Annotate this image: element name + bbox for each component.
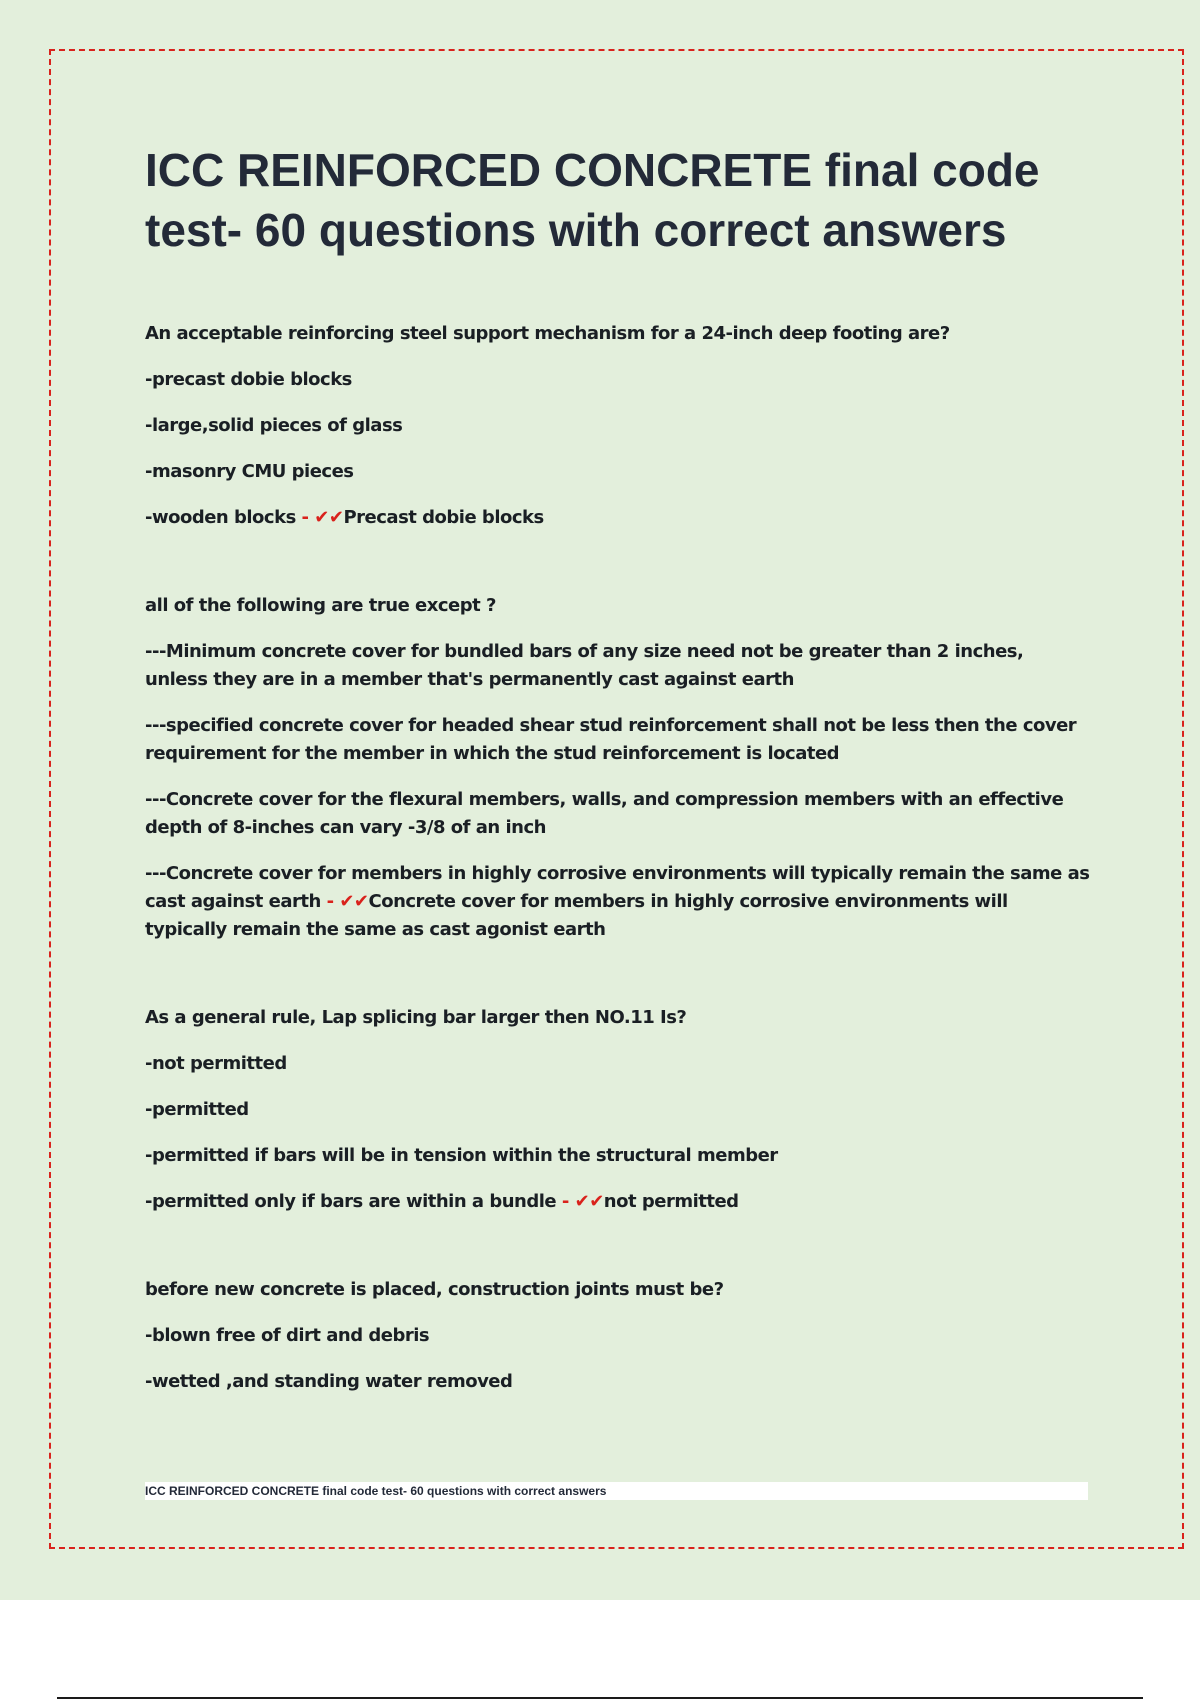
- answer-separator: -: [556, 1191, 575, 1212]
- answer-option: ---Concrete cover for the flexural members, walls, and compression members with an effective depth of 8-inches can vary -3/8 of an inch: [145, 789, 1064, 838]
- answer-option: -blown free of dirt and debris: [145, 1325, 430, 1346]
- question-block: [145, 592, 1090, 944]
- correct-answer: not permitted: [603, 1191, 739, 1212]
- correct-answer: Concrete cover for members in highly corrosive environments will typically remain the same as cast agonist earth: [145, 891, 1008, 940]
- answer-option: ---specified concrete cover for headed shear stud reinforcement shall not be less then the cover requirement for the member in which the stud reinforcement is located: [145, 715, 1077, 764]
- answer-option-with-correct-answer: [145, 504, 1090, 532]
- answer-separator: -: [295, 507, 315, 528]
- page-footer: [145, 1482, 1088, 1500]
- answer-option: -masonry CMU pieces: [145, 461, 354, 482]
- answer-option: -not permitted: [145, 1053, 287, 1074]
- check-mark-icon: ✔✔: [314, 507, 344, 528]
- check-mark-icon: ✔✔: [339, 891, 369, 912]
- question-prompt: An acceptable reinforcing steel support mechanism for a 24-inch deep footing are?: [145, 323, 950, 344]
- footer-text: ICC REINFORCED CONCRETE final code test- 60 questions with correct answers: [145, 1484, 607, 1498]
- answer-option-with-correct-answer: [145, 1188, 1090, 1216]
- answer-option-text: -permitted only if bars are within a bundle: [145, 1191, 557, 1212]
- answer-option: -large,solid pieces of glass: [145, 415, 403, 436]
- question-prompt: all of the following are true except ?: [145, 595, 496, 616]
- answer-separator: -: [320, 891, 340, 912]
- answer-option-with-correct-answer: [145, 860, 1090, 944]
- document-title: ICC REINFORCED CONCRETE final code test- 60 questions with correct answers: [145, 144, 1040, 256]
- correct-answer: Precast dobie blocks: [343, 507, 544, 528]
- answer-option: -permitted: [145, 1099, 249, 1120]
- answer-option: -wetted ,and standing water removed: [145, 1371, 513, 1392]
- answer-option-text: -wooden blocks: [145, 507, 296, 528]
- answer-option: -precast dobie blocks: [145, 369, 352, 390]
- question-block: [145, 1004, 1090, 1216]
- document-content: [145, 140, 1090, 1456]
- answer-option-text: ---Concrete cover for members in highly corrosive environments will typically remain the same as cast against earth: [145, 863, 1090, 912]
- question-block: [145, 320, 1090, 532]
- check-mark-icon: ✔✔: [574, 1191, 604, 1212]
- answer-option: ---Minimum concrete cover for bundled bars of any size need not be greater than 2 inches, unless they are in a member that's permanently cast against earth: [145, 641, 1024, 690]
- question-prompt: before new concrete is placed, construction joints must be?: [145, 1279, 724, 1300]
- bottom-divider: [57, 1697, 1143, 1699]
- question-prompt: As a general rule, Lap splicing bar larger then NO.11 Is?: [145, 1007, 687, 1028]
- answer-option: -permitted if bars will be in tension within the structural member: [145, 1145, 778, 1166]
- question-block: [145, 1276, 1090, 1396]
